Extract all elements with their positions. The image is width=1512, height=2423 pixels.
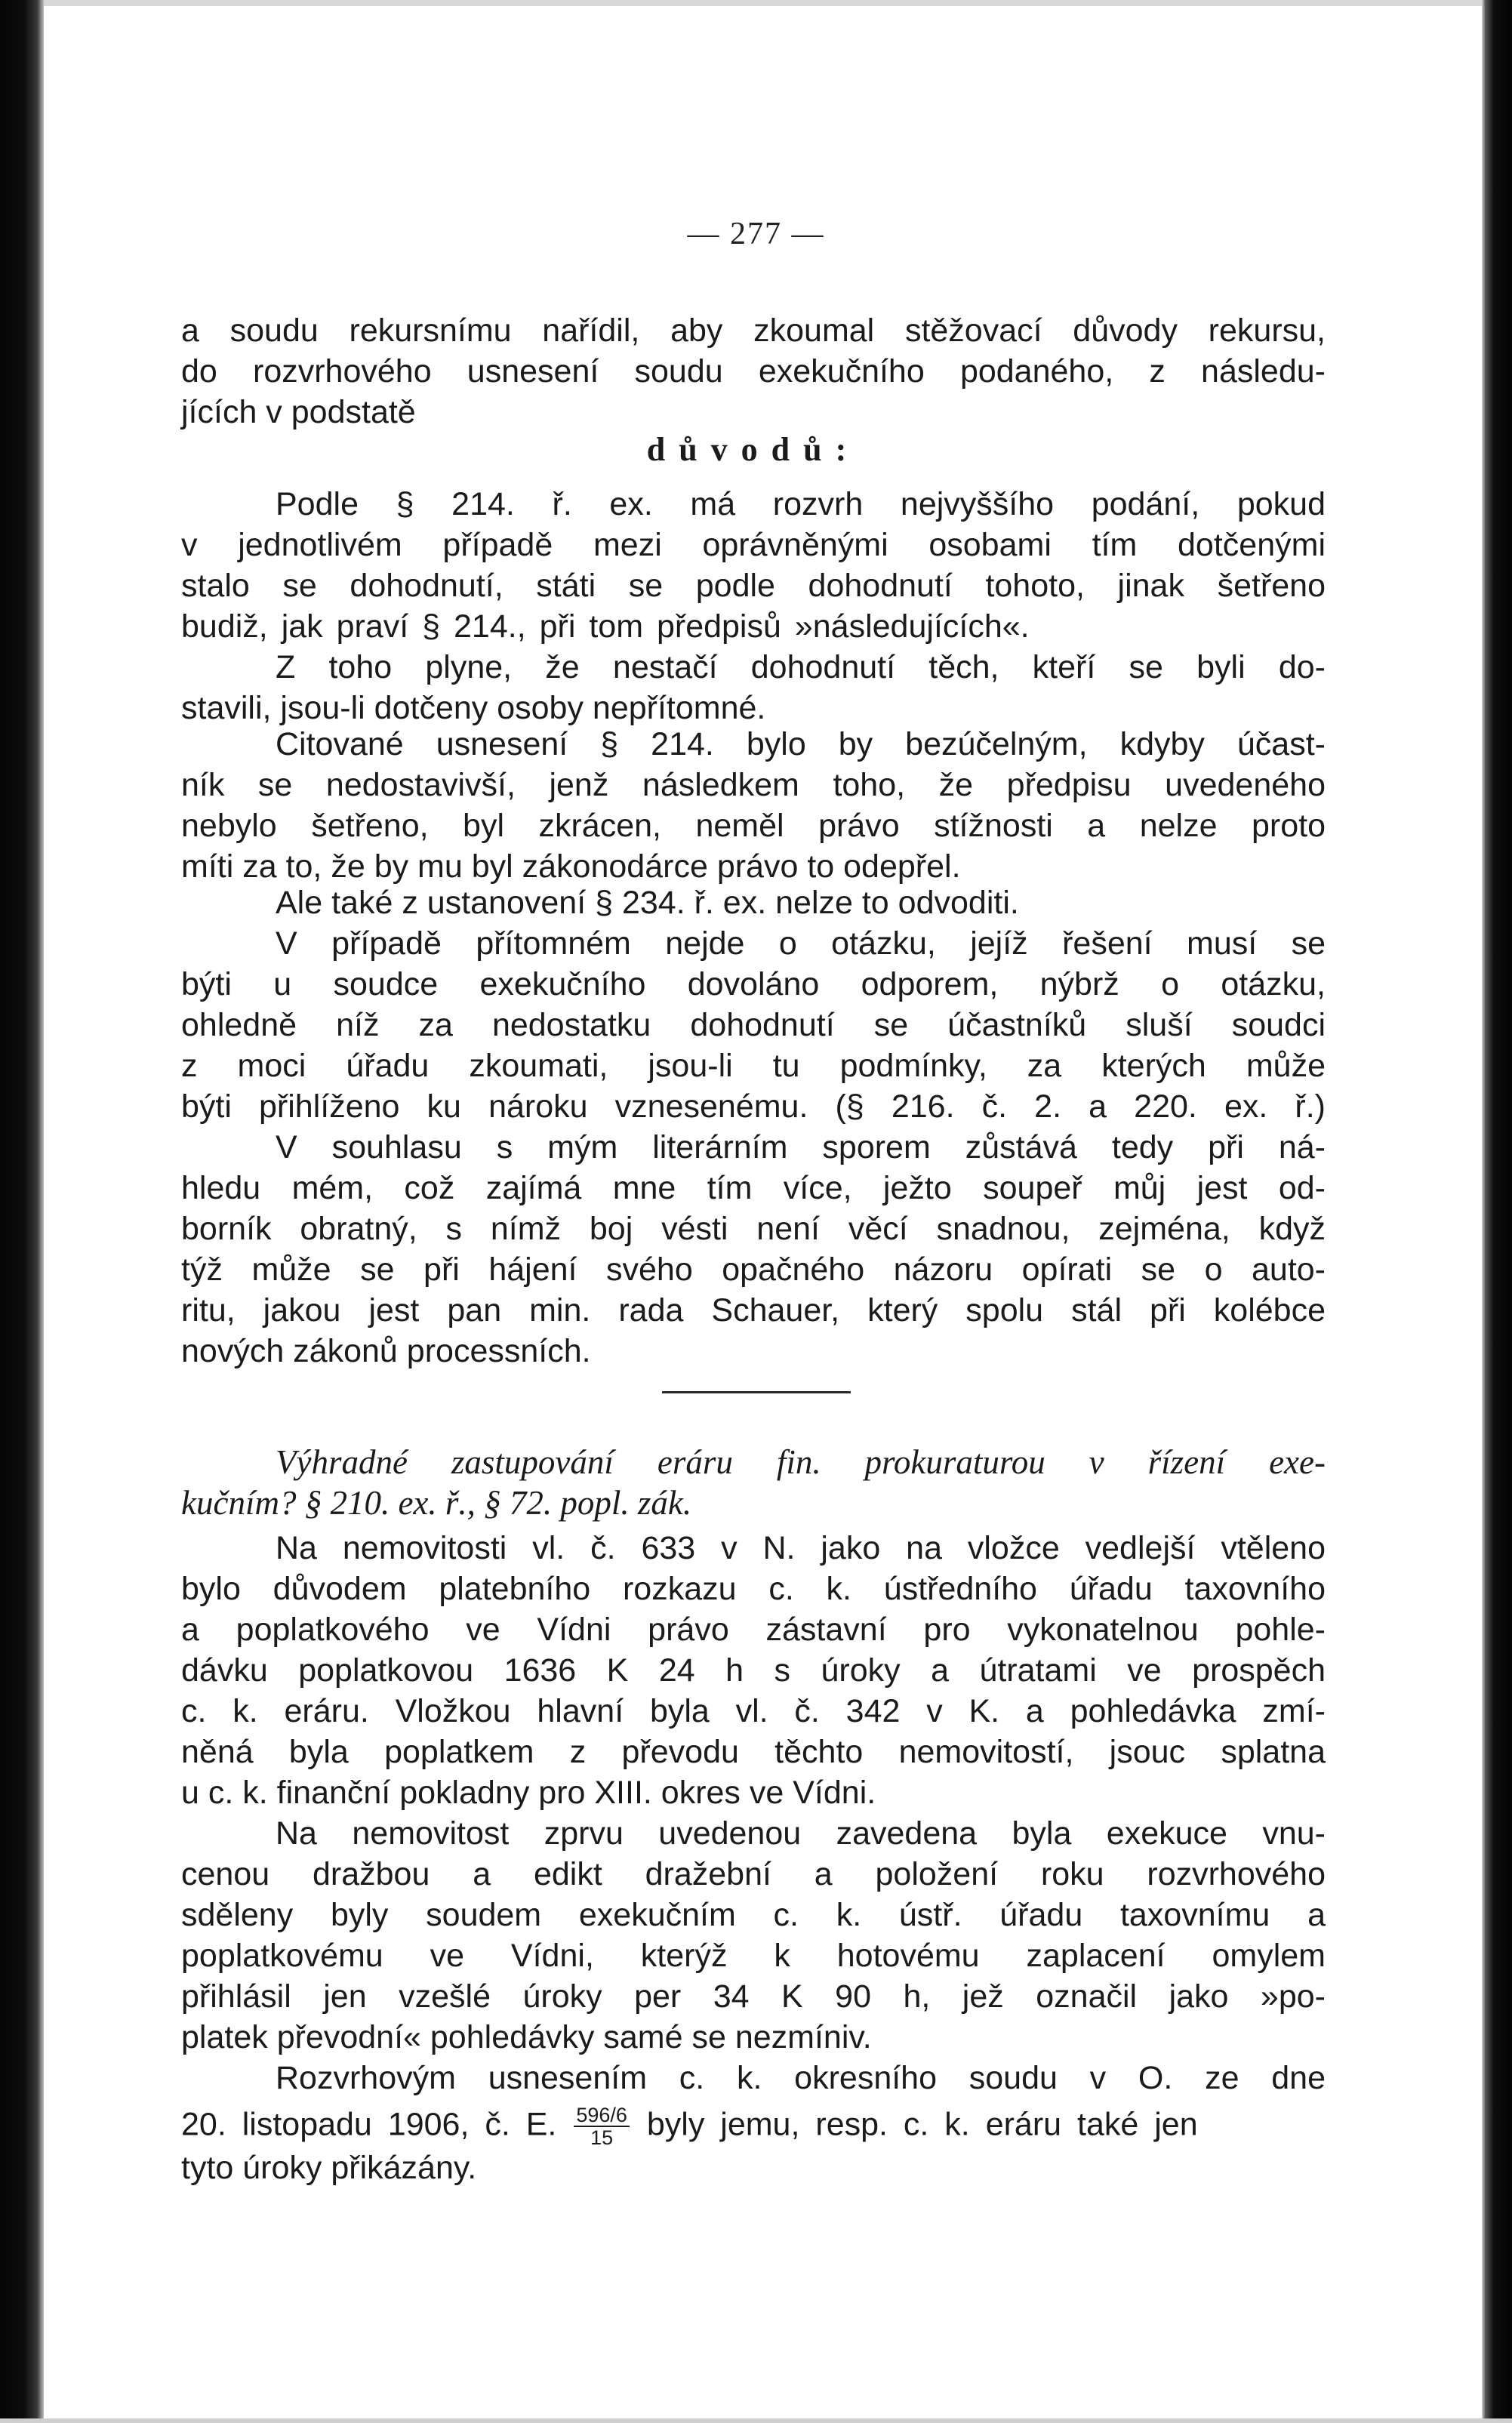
text-line: platek převodní« pohledávky samé se nezmíniv.	[181, 2019, 872, 2055]
text-line: a soudu rekursnímu nařídil, aby zkoumal stěžovací důvody rekursu,	[181, 312, 1326, 349]
text-line: z moci úřadu zkoumati, jsou-li tu podmínky, za kterých může	[181, 1048, 1326, 1084]
section-title-text: kučním? § 210. ex. ř., § 72. popl. zák.	[181, 1484, 692, 1522]
text-line: borník obratný, s nímž boj vésti není věcí snadnou, zejména, když	[181, 1211, 1326, 1247]
fraction-line-after: byly jemu, resp. c. k. eráru také jen	[646, 2106, 1198, 2143]
section-heading	[181, 430, 1326, 476]
text-line: Z toho plyne, že nestačí dohodnutí těch, kteří se byli do-	[276, 649, 1326, 685]
text-line-with-fraction	[181, 2104, 1326, 2150]
text-line: Podle § 214. ř. ex. má rozvrh nejvyššího podání, pokud	[276, 486, 1326, 522]
text-line: u c. k. finanční pokladny pro XIII. okres ve Vídni.	[181, 1775, 876, 1811]
text-line: ritu, jakou jest pan min. rada Schauer, který spolu stál při kolébce	[181, 1292, 1326, 1328]
section-divider	[662, 1391, 851, 1393]
text-line: býti u soudce exekučního dovoláno odporem, nýbrž o otázku,	[181, 966, 1326, 1002]
case-number-fraction	[574, 2104, 630, 2148]
text-line: budiž, jak praví § 214., při tom předpisů »následujících«.	[181, 608, 1030, 645]
text-line: hledu mém, což zajímá mne tím více, ježto soupeř můj jest od-	[181, 1170, 1326, 1206]
text-line: nových zákonů processních.	[181, 1333, 591, 1369]
text-line: bylo důvodem platebního rozkazu c. k. ústředního úřadu taxovního	[181, 1571, 1326, 1607]
text-line: V případě přítomném nejde o otázku, jejíž řešení musí se	[276, 925, 1326, 962]
text-line: Na nemovitost zprvu uvedenou zavedena byla exekuce vnu-	[276, 1815, 1326, 1852]
text-line: nebylo šetřeno, byl zkrácen, neměl právo stížnosti a nelze proto	[181, 808, 1326, 844]
section-title-text: Výhradné zastupování eráru fin. prokuraturou v řízení exe-	[276, 1443, 1326, 1481]
fraction-denominator: 15	[590, 2126, 614, 2149]
text-line: Citované usnesení § 214. bylo by bezúčelným, kdyby účast-	[276, 726, 1326, 762]
text-line: týž může se při hájení svého opačného názoru opírati se o auto-	[181, 1252, 1326, 1288]
section-title-line	[181, 1483, 1326, 1529]
text-line: přihlásil jen vzešlé úroky per 34 K 90 h, jež označil jako »po-	[181, 1978, 1326, 2015]
text-line: stavili, jsou-li dotčeny osoby nepřítomné.	[181, 690, 766, 726]
text-line: stalo se dohodnutí, státi se podle dohodnutí tohoto, jinak šetřeno	[181, 568, 1326, 604]
heading-text: důvodů:	[646, 431, 861, 468]
text-line: V souhlasu s mým literárním sporem zůstává tedy při ná-	[276, 1129, 1326, 1165]
text-line: ník se nedostavivší, jenž následkem toho, že předpisu uvedeného	[181, 767, 1326, 803]
text-line: Ale také z ustanovení § 234. ř. ex. nelze to odvoditi.	[276, 885, 1019, 921]
page-number: — 277 —	[687, 217, 825, 251]
scan-left-edge	[0, 0, 44, 2423]
text-line: jících v podstatě	[181, 394, 416, 430]
text-line: Rozvrhovým usnesením c. k. okresního soudu v O. ze dne	[276, 2060, 1326, 2096]
text-line: v jednotlivém případě mezi oprávněnými osobami tím dotčenými	[181, 527, 1326, 563]
text-line: něná byla poplatkem z převodu těchto nemovitostí, jsouc splatna	[181, 1734, 1326, 1770]
text-line: cenou dražbou a edikt dražební a položení roku rozvrhového	[181, 1856, 1326, 1892]
text-line: Na nemovitosti vl. č. 633 v N. jako na vložce vedlejší vtěleno	[276, 1530, 1326, 1566]
scan-bottom-edge	[0, 2418, 1512, 2423]
fraction-numerator: 596/6	[574, 2104, 630, 2127]
fraction-line-before: 20. listopadu 1906, č. E.	[181, 2106, 557, 2143]
text-line: ohledně níž za nedostatku dohodnutí se účastníků sluší soudci	[181, 1007, 1326, 1043]
text-line: a poplatkového ve Vídni právo zástavní pro vykonatelnou pohle-	[181, 1612, 1326, 1648]
text-line: sděleny byly soudem exekučním c. k. ústř. úřadu taxovnímu a	[181, 1897, 1326, 1933]
section-title-line	[181, 1442, 1326, 1488]
scan-top-edge	[0, 0, 1512, 6]
text-line: do rozvrhového usnesení soudu exekučního podaného, z následu-	[181, 353, 1326, 389]
text-line: dávku poplatkovou 1636 K 24 h s úroky a útratami ve prospěch	[181, 1652, 1326, 1689]
text-line: c. k. eráru. Vložkou hlavní byla vl. č. 342 v K. a pohledávka zmí-	[181, 1693, 1326, 1729]
scan-right-edge	[1482, 0, 1512, 2423]
text-line: tyto úroky přikázány.	[181, 2150, 477, 2186]
text-line: býti přihlíženo ku nároku vznesenému. (§ 216. č. 2. a 220. ex. ř.)	[181, 1088, 1326, 1125]
text-line: poplatkovému ve Vídni, kterýž k hotovému zaplacení omylem	[181, 1938, 1326, 1974]
text-line: míti za to, že by mu byl zákonodárce právo to odepřel.	[181, 848, 961, 885]
